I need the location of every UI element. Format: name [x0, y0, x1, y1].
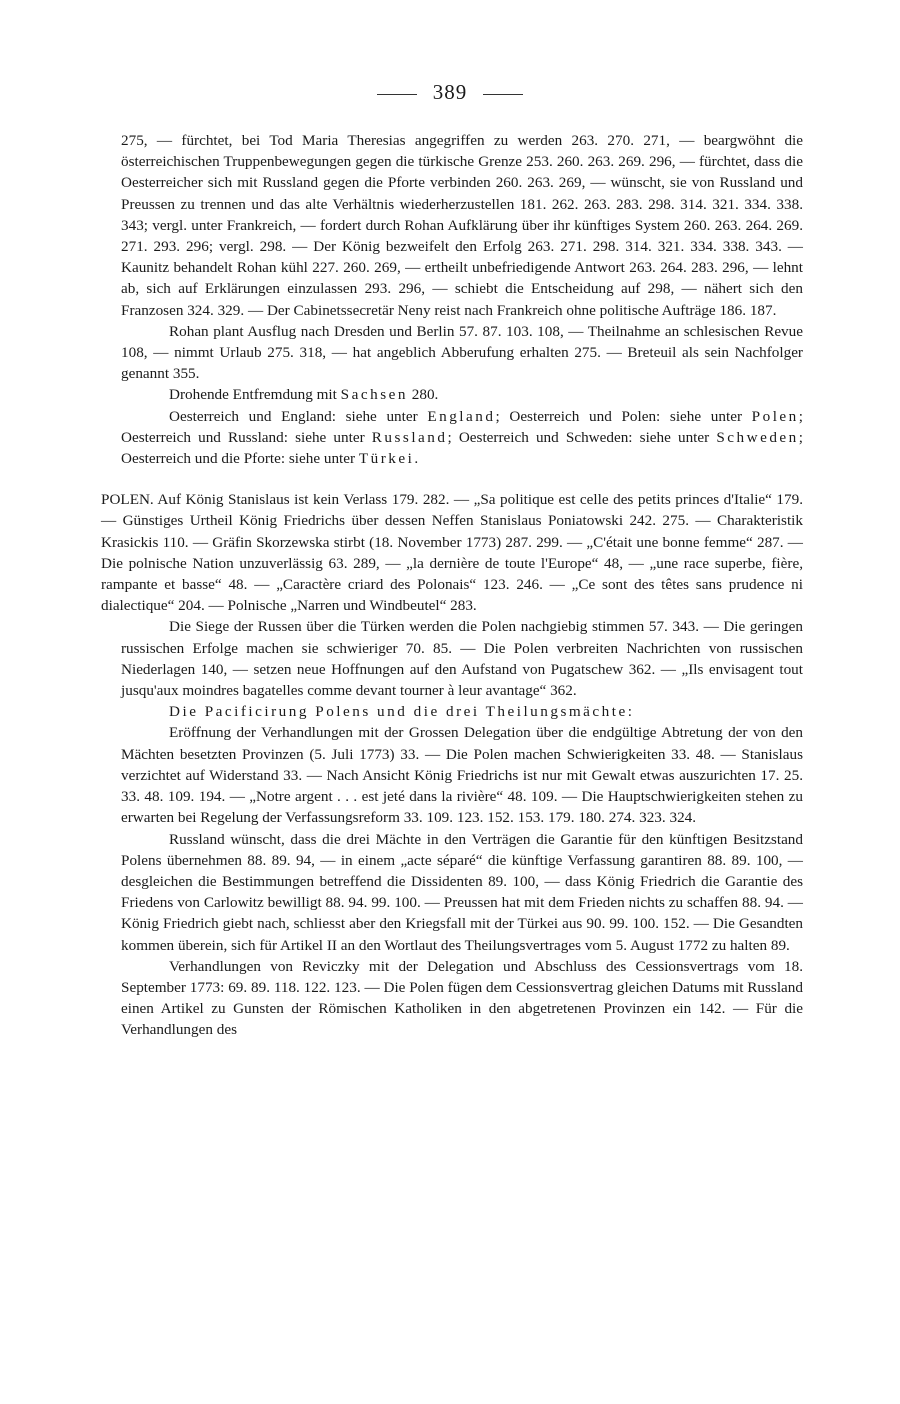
eroeffnung-paragraph: Eröffnung der Verhandlungen mit der Grossen Delegation über die endgültige Abtretung der von den Mächten besetzten Provinzen (5. Juli 1773) 33. — Die Polen machen Schwierigkeiten 33. 48. — Stanislaus verzichtet auf Widerstand 33. — Nach Ansicht König Friedrichs ist nur mit Gewalt etwas auszurichten 17. 25. 33. 48. 109. 194. — „Notre argent . . . est jeté dans la rivière“ 48. 109. — Die Hauptschwierigkeiten stehen zu erwarten bei Regelung der Verfassungsreform 33. 109. 123. 152. 153. 179. 180. 274. 323. 324. [121, 724, 803, 827]
crossref-polen: Polen [751, 407, 799, 425]
crossref-england: England [427, 407, 496, 425]
index-body [101, 130, 804, 1041]
crossref-text: ; Oesterreich und Schweden: siehe unter [447, 428, 717, 446]
russland-paragraph: Russland wünscht, dass die drei Mächte in den Verträgen die Garantie für den künftigen Besitzstand Polens übernehmen 88. 89. 94, — in einem „acte séparé“ die künftige Verfassung garantiren 88. 89. 100, — desgleichen die Bestimmungen betreffend die Dissidenten 89. 100, — dass König Friedrich die Garantie des Friedens von Carlowitz bewilligt 88. 94. 99. 100. — Preussen hat mit dem Frieden nichts zu schaffen 88. 94. — König Friedrich giebt nach, schliesst aber den Kriegsfall mit der Türkei aus 90. 99. 100. 152. — Die Gesandten kommen überein, sich für Artikel II an den Wortlaut des Theilungsvertrages vom 5. August 1772 zu halten 89. [121, 830, 803, 954]
rohan-paragraph: Rohan plant Ausflug nach Dresden und Berlin 57. 87. 103. 108, — Theilnahme an schlesischen Revue 108, — nimmt Urlaub 275. 318, — hat angeblich Abberufung erhalten 275. — Breteuil als sein Nachfolger genannt 355. [121, 322, 803, 383]
crossref-paragraph [121, 406, 803, 470]
crossref-text: ; Oesterreich und Russland: siehe unter [121, 407, 804, 446]
header-rule-right [483, 94, 523, 95]
continuation-paragraph: 275, — fürchtet, bei Tod Maria Theresias angegriffen zu werden 263. 270. 271, — beargwöhnt die österreichischen Truppenbewegungen gegen die türkische Grenze 253. 260. 263. 269. 296, — fürchtet, dass die Oesterreicher sich mit Russland gegen die Pforte verbinden 260. 263. 269, — wünscht, sie von Russland und Preussen zu trennen und das alte Verhältnis wiederherzustellen 181. 262. 263. 283. 298. 314. 321. 334. 338. 343; vergl. unter Frankreich, — fordert durch Rohan Aufklärung über ihr künftiges System 260. 263. 264. 269. 271. 293. 296; vergl. 298. — Der König bezweifelt den Erfolg 263. 271. 298. 314. 321. 334. 338. 343. — Kaunitz behandelt Rohan kühl 227. 260. 269, — ertheilt unbefriedigende Antwort 263. 264. 283. 296, — lehnt ab, sich auf Erklärungen einzulassen 293. 296, — schiebt die Entscheidung auf 298, — nähert sich den Franzosen 324. 329. — Der Cabinetssecretär Neny reist nach Frankreich ohne politische Aufträge 186. 187. [121, 132, 803, 319]
sachsen-link: Sachsen [340, 386, 408, 404]
sachsen-suffix: 280. [407, 386, 439, 404]
crossref-text: ; Oesterreich und die Pforte: siehe unter [121, 428, 803, 468]
header-rule-left [377, 94, 417, 95]
polen-heading: POLEN. [101, 491, 154, 509]
sachsen-prefix: Drohende Entfremdung mit [169, 386, 341, 404]
crossref-text: Oesterreich und England: siehe unter [169, 407, 428, 425]
siege-paragraph: Die Siege der Russen über die Türken werden die Polen nachgiebig stimmen 57. 343. — Die geringen russischen Erfolge machen sie schwieriger 70. 85. — Die Polen verbreiten Nachrichten von russischen Niederlagen 140, — setzen neue Hoffnungen auf den Aufstand von Pugatschew 362. — „Ils envisagent tout jusqu'aux moindres bagatelles comme devant tourner à leur avantage“ 362. [121, 618, 803, 700]
crossref-russland: Russland [371, 428, 448, 446]
polen-intro: Auf König Stanislaus ist kein Verlass 179. 282. — „Sa politique est celle des petits princes d'Italie“ 179. — Günstiges Urtheil König Friedrichs über dessen Neffen Stanislaus Poniatowski 242. 275. — Charakteristik Krasickis 110. — Gräfin Skorzewska stirbt (18. November 1773) 287. 299. — „C'était une bonne femme“ 287. — Die polnische Nation unzuverlässig 63. 289, — „la dernière de toute l'Europe“ 48, — „une race superbe, fière, rampante et basse“ 48. — „Caractère criard des Polonais“ 123. 246. — „Ce sont des têtes sans prudence ni dialectique“ 204. — Polnische „Narren und Windbeutel“ 283. [101, 491, 803, 615]
sachsen-paragraph [121, 384, 803, 405]
crossref-schweden: Schweden [716, 428, 799, 446]
page-header [0, 80, 900, 105]
polen-entry [101, 489, 803, 616]
page-number: 389 [432, 80, 468, 104]
crossref-text: . [414, 450, 419, 468]
crossref-text: ; Oesterreich und Polen: siehe unter [495, 407, 752, 425]
reviczky-paragraph: Verhandlungen von Reviczky mit der Delegation und Abschluss des Cessionsvertrags vom 18. September 1773: 69. 89. 118. 122. 123. — Die Polen fügen dem Cessionsvertrag gleichen Datums mit Russland einen Artikel zu Gunsten der Römischen Katholiken in den abgetretenen Provinzen ein 142. — Für die Verhandlungen des [121, 957, 803, 1039]
pacificirung-heading: Die Pacificirung Polens und die drei Theilungsmächte: [169, 703, 635, 721]
section-gap [121, 469, 803, 489]
crossref-tuerkei: Türkei [358, 450, 415, 468]
